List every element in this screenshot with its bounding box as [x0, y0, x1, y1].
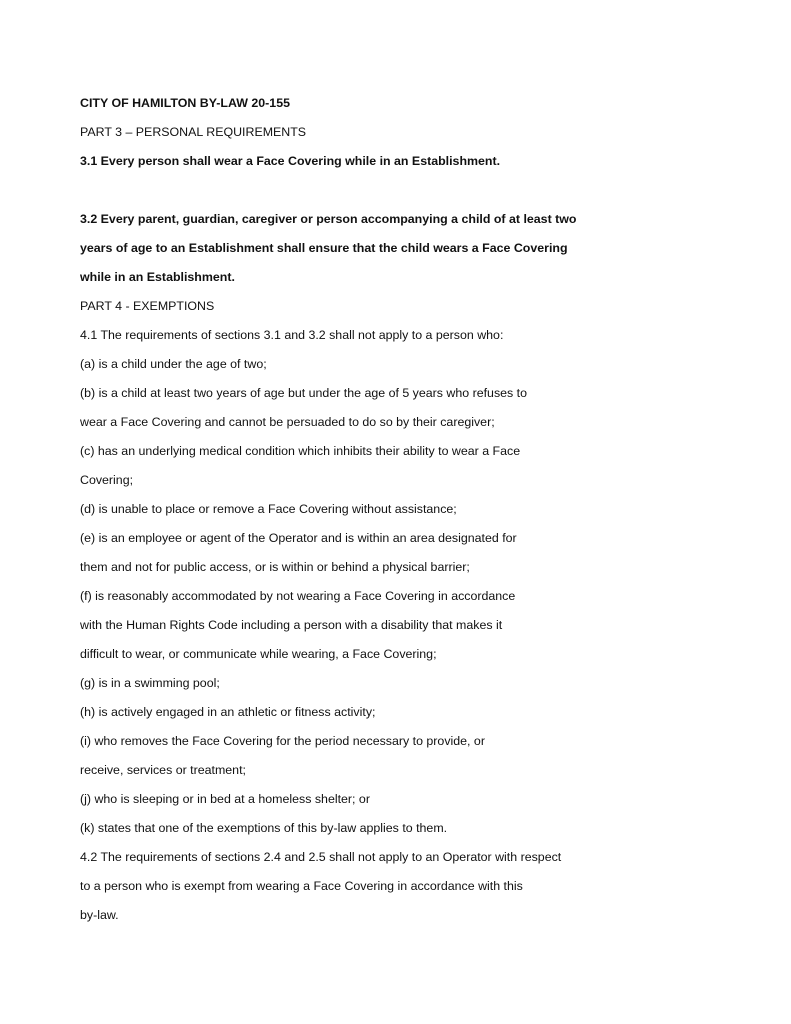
section-3-2-line: 3.2 Every parent, guardian, caregiver or person accompanying a child of at least two — [80, 212, 577, 226]
exemption-line: (c) has an underlying medical condition which inhibits their ability to wear a Face — [80, 444, 521, 458]
exemption-line: (a) is a child under the age of two; — [80, 357, 267, 371]
exemption-line: difficult to wear, or communicate while wearing, a Face Covering; — [80, 647, 437, 661]
section-4-2-line: 4.2 The requirements of sections 2.4 and 2.5 shall not apply to an Operator with respect — [80, 850, 562, 864]
exemption-line: with the Human Rights Code including a person with a disability that makes it — [80, 618, 503, 632]
document-heading: CITY OF HAMILTON BY-LAW 20-155 — [80, 96, 290, 110]
exemption-line: receive, services or treatment; — [80, 763, 246, 777]
section-4-2-line: to a person who is exempt from wearing a Face Covering in accordance with this — [80, 879, 523, 893]
exemption-line: (f) is reasonably accommodated by not wearing a Face Covering in accordance — [80, 589, 516, 603]
exemption-line: (b) is a child at least two years of age but under the age of 5 years who refuses to — [80, 386, 528, 400]
exemption-line: (k) states that one of the exemptions of this by-law applies to them. — [80, 821, 448, 835]
exemption-line: Covering; — [80, 473, 134, 487]
part3-title: PART 3 – PERSONAL REQUIREMENTS — [80, 125, 307, 139]
exemption-line: (h) is actively engaged in an athletic or fitness activity; — [80, 705, 376, 719]
exemption-line: (d) is unable to place or remove a Face Covering without assistance; — [80, 502, 457, 516]
part4-title: PART 4 - EXEMPTIONS — [80, 299, 215, 313]
exemption-line: wear a Face Covering and cannot be persuaded to do so by their caregiver; — [80, 415, 495, 429]
section-3-1: 3.1 Every person shall wear a Face Covering while in an Establishment. — [80, 154, 501, 168]
section-4-1-intro: 4.1 The requirements of sections 3.1 and 3.2 shall not apply to a person who: — [80, 328, 504, 342]
section-3-2-line: years of age to an Establishment shall ensure that the child wears a Face Covering — [80, 241, 568, 255]
exemption-line: (i) who removes the Face Covering for the period necessary to provide, or — [80, 734, 485, 748]
exemption-line: (j) who is sleeping or in bed at a homeless shelter; or — [80, 792, 370, 806]
section-4-2-line: by-law. — [80, 908, 119, 922]
exemption-line: them and not for public access, or is within or behind a physical barrier; — [80, 560, 470, 574]
exemption-line: (g) is in a swimming pool; — [80, 676, 220, 690]
section-3-2-line: while in an Establishment. — [80, 270, 235, 284]
exemption-line: (e) is an employee or agent of the Operator and is within an area designated for — [80, 531, 517, 545]
